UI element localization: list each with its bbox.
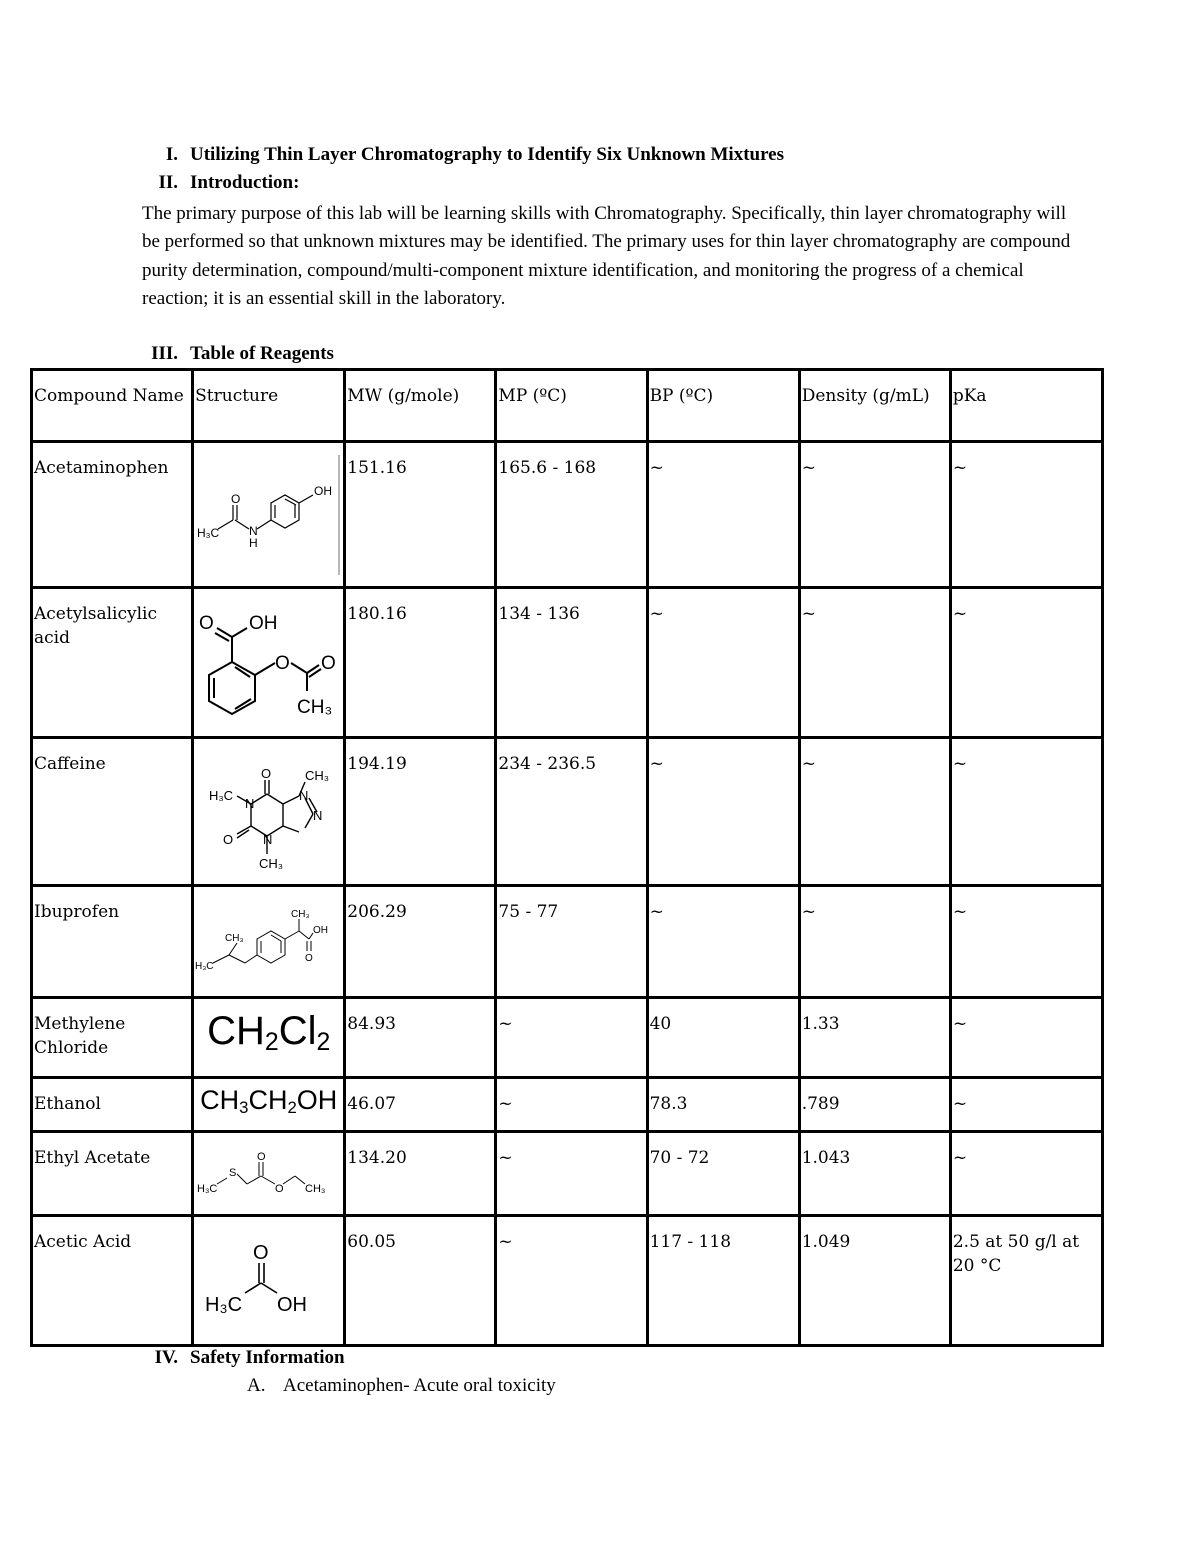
melting-point: ~	[496, 1078, 647, 1132]
molecular-weight: 194.19	[345, 738, 496, 886]
section-title: Table of Reagents	[190, 343, 334, 364]
atom-label: O	[274, 1182, 284, 1195]
formula-part: CH	[200, 1085, 240, 1116]
molecular-weight: 84.93	[345, 998, 496, 1078]
formula-subscript: 2	[264, 1029, 279, 1057]
atom-label: OH	[248, 612, 278, 634]
compound-name: Acetaminophen	[32, 442, 193, 588]
molecular-weight: 206.29	[345, 886, 496, 998]
compound-name: Ethanol	[32, 1078, 193, 1132]
table-row	[32, 442, 1103, 588]
structure-cell	[193, 588, 345, 738]
atom-label: H₃C	[196, 1182, 218, 1195]
molecular-weight: 180.16	[345, 588, 496, 738]
atom-label: N	[312, 807, 323, 823]
density: ~	[799, 442, 950, 588]
compound-name: Methylene Chloride	[32, 998, 193, 1078]
table-row	[32, 588, 1103, 738]
atom-label: O	[274, 652, 290, 674]
melting-point: 234 - 236.5	[496, 738, 647, 886]
table-header-row	[32, 370, 1103, 442]
compound-name: Acetylsalicylic acid	[32, 588, 193, 738]
molecular-weight: 151.16	[345, 442, 496, 588]
header-compound-name: Compound Name	[32, 370, 193, 442]
table-row	[32, 738, 1103, 886]
atom-label: O	[222, 831, 233, 847]
atom-label: O	[198, 612, 214, 634]
atom-label: S	[228, 1166, 237, 1179]
atom-label: OH	[313, 483, 332, 498]
atom-label: CH₃	[224, 932, 244, 944]
table-row	[32, 1132, 1103, 1216]
atom-label: N	[244, 795, 255, 811]
melting-point: ~	[496, 1132, 647, 1216]
atom-label: H₃C	[196, 525, 219, 540]
atom-label: N	[248, 523, 258, 538]
atom-label: N	[298, 787, 309, 803]
formula-part: CH	[248, 1085, 288, 1116]
atom-label: CH₃	[296, 696, 332, 718]
atom-label: H₃C	[204, 1293, 242, 1316]
melting-point: 165.6 - 168	[496, 442, 647, 588]
atom-label: O	[320, 652, 336, 674]
ibuprofen-structure	[195, 889, 343, 995]
compound-name: Ethyl Acetate	[32, 1132, 193, 1216]
structure-cell	[193, 1132, 345, 1216]
boiling-point: 117 - 118	[647, 1216, 799, 1346]
header-mw: MW (g/mole)	[345, 370, 496, 442]
section-title: Introduction:	[190, 172, 300, 193]
atom-label: CH₃	[290, 908, 310, 920]
header-bp: BP (ºC)	[647, 370, 799, 442]
safety-item-text: Acetaminophen- Acute oral toxicity	[283, 1375, 556, 1396]
pka: ~	[950, 886, 1102, 998]
atom-label: H	[248, 535, 258, 550]
density: 1.043	[799, 1132, 950, 1216]
section-number: I.	[165, 144, 178, 165]
structure-cell	[193, 738, 345, 886]
header-mp: MP (ºC)	[496, 370, 647, 442]
structure-cell	[193, 998, 345, 1078]
atom-label: O	[252, 1241, 269, 1264]
atom-label: H₃C	[194, 960, 214, 972]
boiling-point: 78.3	[647, 1078, 799, 1132]
atom-label: OH	[276, 1293, 307, 1316]
formula-part: CH	[207, 1009, 265, 1054]
boiling-point: ~	[647, 442, 799, 588]
boiling-point: 70 - 72	[647, 1132, 799, 1216]
section-title: Safety Information	[190, 1347, 345, 1368]
formula-part: OH	[296, 1085, 338, 1116]
safety-item	[247, 1375, 556, 1397]
header-pka: pKa	[950, 370, 1102, 442]
section-title: Utilizing Thin Layer Chromatography to Identify Six Unknown Mixtures	[190, 144, 785, 165]
density: 1.33	[799, 998, 950, 1078]
atom-label: N	[262, 831, 273, 847]
acetic-acid-structure	[195, 1219, 343, 1343]
table-row	[32, 886, 1103, 998]
atom-label: CH₃	[258, 855, 283, 871]
acetaminophen-structure	[195, 445, 343, 585]
pka: ~	[950, 738, 1102, 886]
melting-point: ~	[496, 998, 647, 1078]
atom-label: CH₃	[304, 1182, 326, 1195]
introduction-paragraph: The primary purpose of this lab will be learning skills with Chromatography. Specifically, thin layer chromatography will be performed so that unknown mixtures may be identified. The primary uses for thin layer chromatography are compound purity determination, compound/multi-component mixture identification, and monitoring the progress of a chemical reaction; it is an essential skill in the laboratory.	[142, 203, 1071, 309]
atom-label: O	[304, 952, 313, 964]
pka: ~	[950, 442, 1102, 588]
boiling-point: ~	[647, 588, 799, 738]
density: .789	[799, 1078, 950, 1132]
section-number: III.	[151, 343, 178, 364]
ethanol-formula	[194, 1085, 343, 1123]
boiling-point: ~	[647, 738, 799, 886]
structure-cell	[193, 886, 345, 998]
density: ~	[799, 886, 950, 998]
molecular-weight: 46.07	[345, 1078, 496, 1132]
pka: 2.5 at 50 g/l at 20 °C	[950, 1216, 1102, 1346]
formula-part: Cl	[278, 1009, 317, 1054]
compound-name: Acetic Acid	[32, 1216, 193, 1346]
atom-label: O	[260, 765, 271, 781]
table-row	[32, 1216, 1103, 1346]
atom-label: O	[230, 491, 241, 506]
caffeine-structure	[195, 742, 343, 882]
pka: ~	[950, 1132, 1102, 1216]
pka: ~	[950, 1078, 1102, 1132]
atom-label: O	[256, 1150, 266, 1163]
formula-subscript: 2	[287, 1098, 297, 1118]
section-number: II.	[158, 172, 178, 193]
density: ~	[799, 738, 950, 886]
structure-cell	[193, 442, 345, 588]
section-number: IV.	[154, 1347, 178, 1368]
compound-name: Caffeine	[32, 738, 193, 886]
melting-point: 75 - 77	[496, 886, 647, 998]
melting-point: ~	[496, 1216, 647, 1346]
pka: ~	[950, 588, 1102, 738]
acetylsalicylic-acid-structure	[195, 593, 343, 733]
header-density: Density (g/mL)	[799, 370, 950, 442]
compound-name: Ibuprofen	[32, 886, 193, 998]
reagents-table	[30, 368, 1104, 1347]
safety-item-letter: A.	[247, 1375, 266, 1396]
boiling-point: 40	[647, 998, 799, 1078]
formula-subscript: 3	[239, 1098, 249, 1118]
atom-label: H₃C	[208, 787, 233, 803]
atom-label: CH₃	[304, 767, 329, 783]
structure-cell	[193, 1078, 345, 1132]
density: 1.049	[799, 1216, 950, 1346]
pka: ~	[950, 998, 1102, 1078]
density: ~	[799, 588, 950, 738]
boiling-point: ~	[647, 886, 799, 998]
structure-cell	[193, 1216, 345, 1346]
melting-point: 134 - 136	[496, 588, 647, 738]
atom-label: OH	[312, 924, 328, 936]
ethyl-acetate-structure	[195, 1136, 343, 1212]
molecular-weight: 60.05	[345, 1216, 496, 1346]
table-row	[32, 998, 1103, 1078]
methylene-chloride-formula	[194, 1011, 343, 1063]
formula-subscript: 2	[316, 1029, 331, 1057]
header-structure: Structure	[193, 370, 345, 442]
molecular-weight: 134.20	[345, 1132, 496, 1216]
table-row	[32, 1078, 1103, 1132]
